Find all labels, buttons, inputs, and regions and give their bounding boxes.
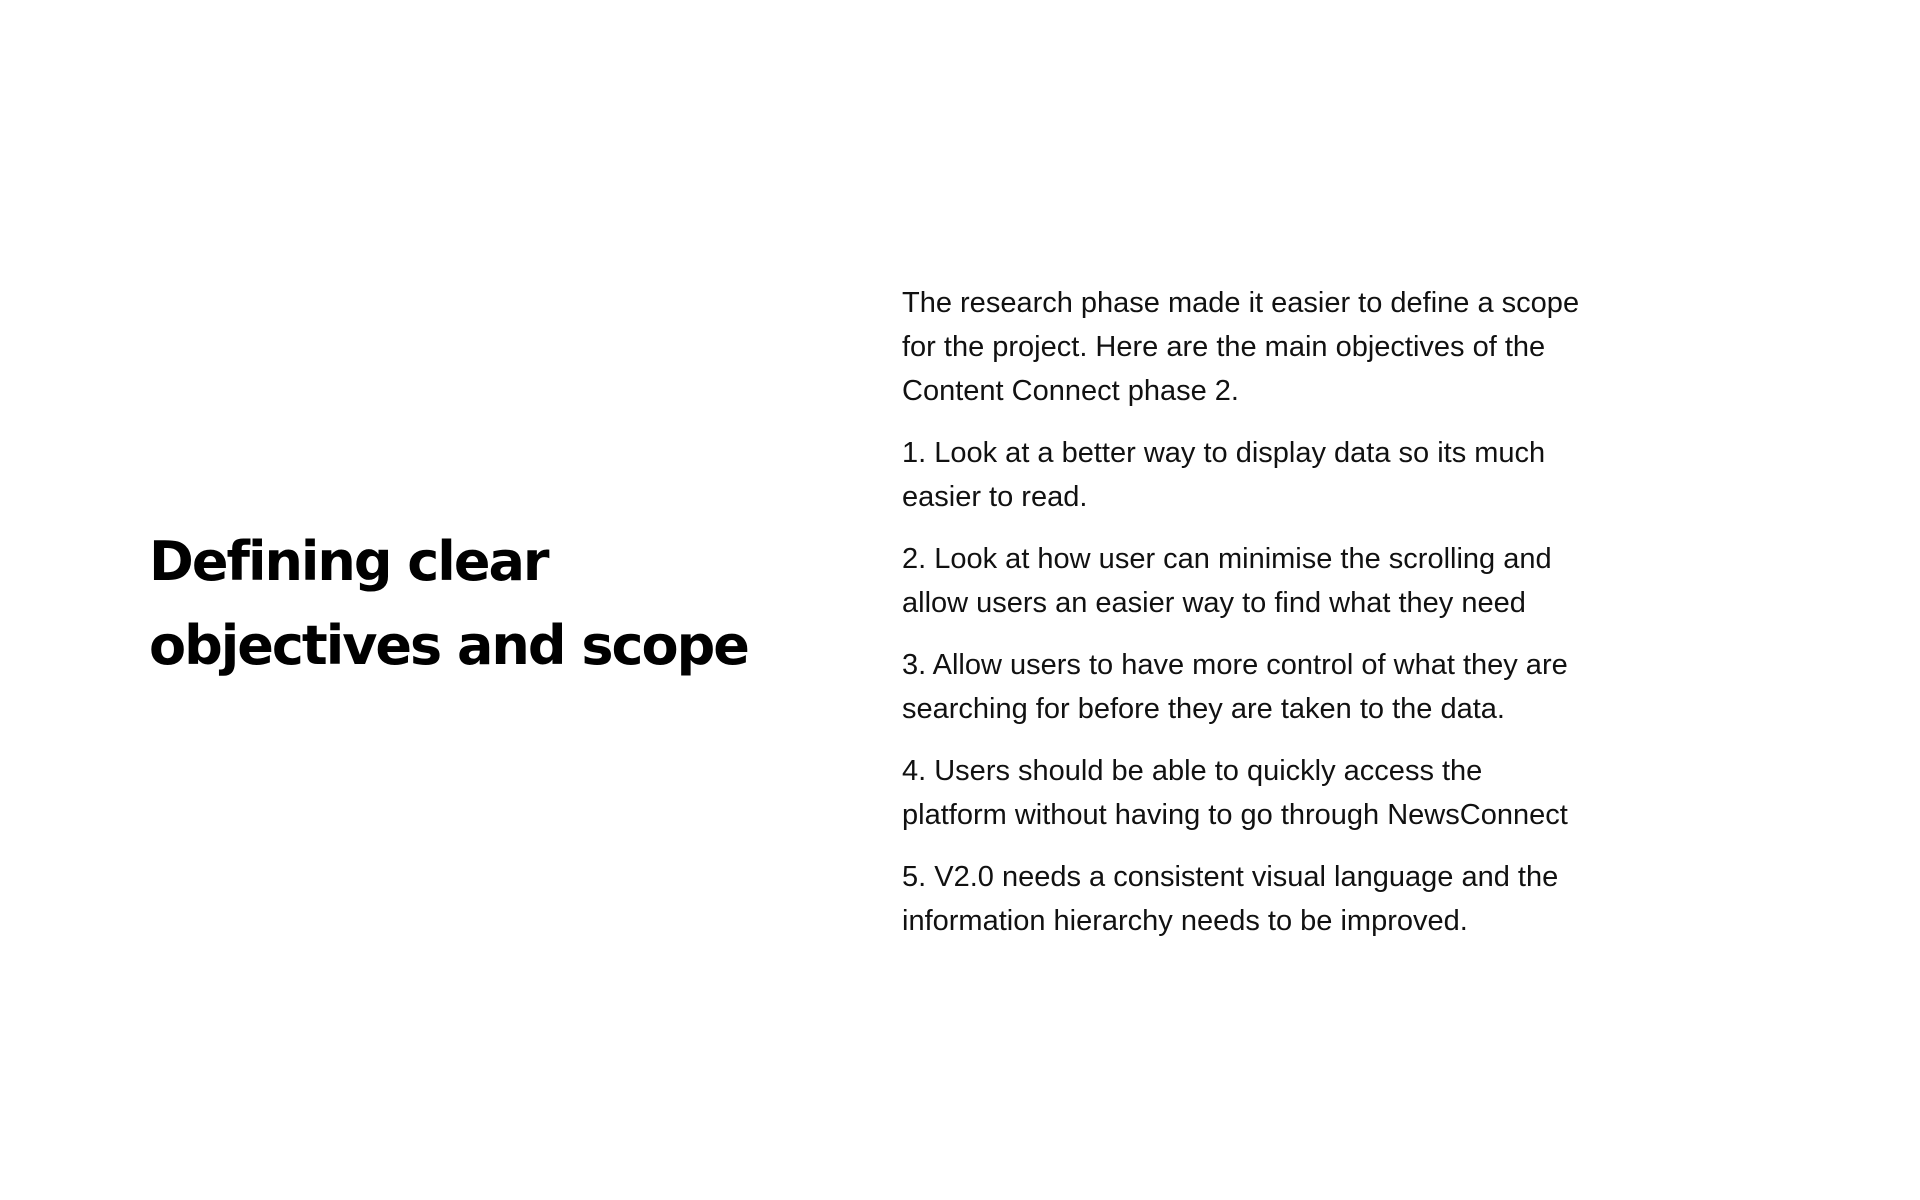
objective-item-2: [902, 537, 1702, 625]
text-line: 4. Users should be able to quickly access the: [902, 755, 1483, 787]
page-title-line: Defining clear: [149, 530, 548, 593]
text-line: searching for before they are taken to the data.: [902, 693, 1505, 725]
text-line: 2. Look at how user can minimise the scrolling and: [902, 543, 1552, 575]
objective-item-3: [902, 643, 1702, 731]
text-line: platform without having to go through NewsConnect: [902, 799, 1568, 831]
objective-item-5: [902, 855, 1702, 943]
objective-item-1: [902, 431, 1702, 519]
page-title: [149, 520, 869, 688]
text-line: allow users an easier way to find what they need: [902, 587, 1526, 619]
objectives-column: [902, 281, 1702, 961]
text-line: The research phase made it easier to define a scope: [902, 287, 1580, 319]
text-line: 5. V2.0 needs a consistent visual language and the: [902, 861, 1559, 893]
intro-paragraph: [902, 281, 1702, 413]
text-line: 3. Allow users to have more control of what they are: [902, 649, 1568, 681]
text-line: information hierarchy needs to be improved.: [902, 905, 1468, 937]
text-line: Content Connect phase 2.: [902, 375, 1239, 407]
page-title-line: objectives and scope: [149, 614, 748, 677]
text-line: for the project. Here are the main objectives of the: [902, 331, 1546, 363]
text-line: easier to read.: [902, 481, 1088, 513]
objective-item-4: [902, 749, 1702, 837]
text-line: 1. Look at a better way to display data so its much: [902, 437, 1546, 469]
